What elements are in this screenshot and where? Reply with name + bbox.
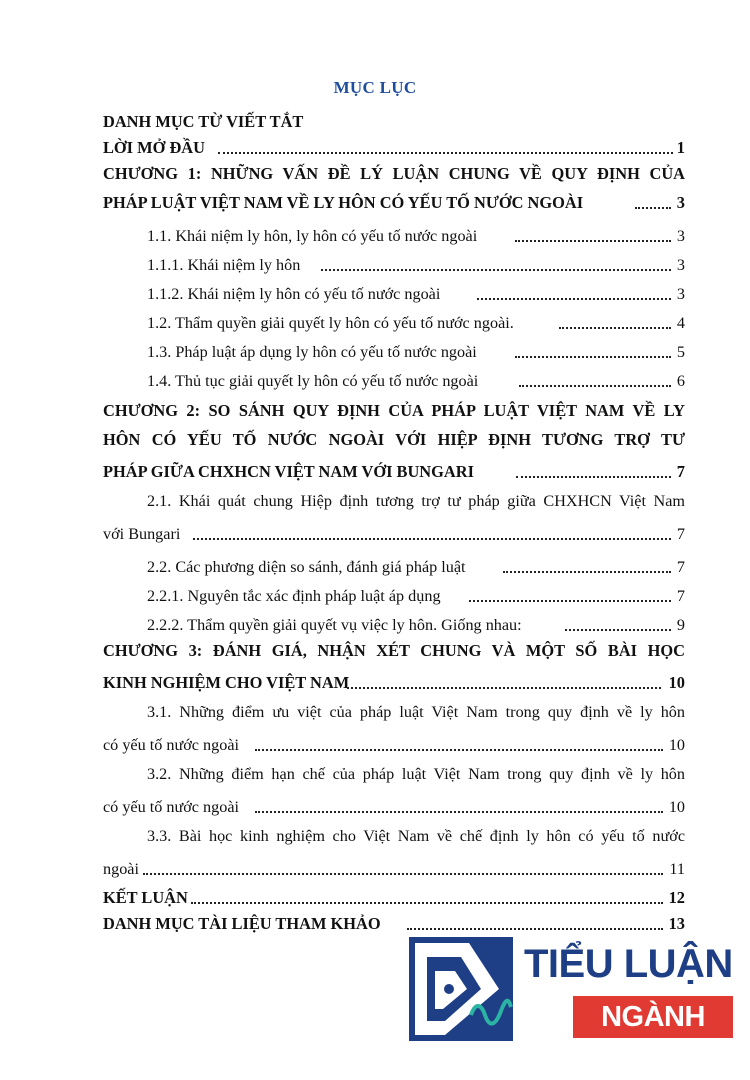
toc-entry-chapter-2[interactable]: PHÁP GIỮA CHXHCN VIỆT NAM VỚI BUNGARI 7 — [103, 462, 685, 481]
toc-entry-conclusion[interactable]: KẾT LUẬN 12 — [103, 888, 685, 907]
toc-entry-3-2[interactable]: có yếu tố nước ngoài 10 — [103, 798, 685, 816]
table-of-contents — [103, 109, 685, 937]
toc-entry-3-1[interactable]: có yếu tố nước ngoài 10 — [103, 736, 685, 754]
toc-entry-chapter-2-line-1[interactable]: CHƯƠNG 2: SO SÁNH QUY ĐỊNH CỦA PHÁP LUẬT VIỆT NAM VỀ LY — [103, 401, 685, 420]
toc-entry-chapter-2-line-2[interactable]: HÔN CÓ YẾU TỐ NƯỚC NGOÀI VỚI HIỆP ĐỊNH TƯƠNG TRỢ TƯ — [103, 430, 685, 449]
toc-entry-2-1[interactable]: với Bungari 7 — [103, 525, 685, 543]
toc-entry-1-2[interactable]: 1.2. Thẩm quyền giải quyết ly hôn có yếu tố nước ngoài. 4 — [147, 314, 685, 332]
toc-entry-2-2[interactable]: 2.2. Các phương diện so sánh, đánh giá pháp luật 7 — [147, 558, 685, 576]
toc-entry-2-1-line-1[interactable]: 2.1. Khái quát chung Hiệp định tương trợ tư pháp giữa CHXHCN Việt Nam — [147, 492, 685, 510]
toc-entry-2-2-1[interactable]: 2.2.1. Nguyên tắc xác định pháp luật áp dụng 7 — [147, 587, 685, 605]
toc-entry-chapter-3[interactable]: KINH NGHIỆM CHO VIỆT NAM 10 — [103, 673, 685, 692]
logo-bottom-text: NGÀNH LUẬT — [573, 996, 733, 1038]
toc-entry-abbreviations[interactable]: DANH MỤC TỪ VIẾT TẮT — [103, 112, 304, 131]
toc-entry-1-3[interactable]: 1.3. Pháp luật áp dụng ly hôn có yếu tố nước ngoài 5 — [147, 343, 685, 361]
toc-entry-3-3-line-1[interactable]: 3.3. Bài học kinh nghiệm cho Việt Nam về chế định ly hôn có yếu tố nước — [147, 827, 685, 845]
toc-entry-2-2-2[interactable]: 2.2.2. Thẩm quyền giải quyết vụ việc ly hôn. Giống nhau: 9 — [147, 616, 685, 634]
toc-entry-1-1[interactable]: 1.1. Khái niệm ly hôn, ly hôn có yếu tố nước ngoài 3 — [147, 227, 685, 245]
toc-entry-chapter-3-line-1[interactable]: CHƯƠNG 3: ĐÁNH GIÁ, NHẬN XÉT CHUNG VÀ MỘT SỐ BÀI HỌC — [103, 641, 685, 660]
brand-logo — [409, 937, 739, 1075]
toc-entry-1-1-2[interactable]: 1.1.2. Khái niệm ly hôn có yếu tố nước ngoài 3 — [147, 285, 685, 303]
toc-entry-chapter-1[interactable]: PHÁP LUẬT VIỆT NAM VỀ LY HÔN CÓ YẾU TỐ NƯỚC NGOÀI 3 — [103, 193, 685, 212]
toc-entry-1-1-1[interactable]: 1.1.1. Khái niệm ly hôn 3 — [147, 256, 685, 274]
toc-entry-1-4[interactable]: 1.4. Thủ tục giải quyết ly hôn có yếu tố nước ngoài 6 — [147, 372, 685, 390]
page-title: MỤC LỤC — [333, 78, 417, 97]
toc-entry-intro[interactable]: LỜI MỞ ĐẦU 1 — [103, 138, 685, 157]
toc-entry-3-3[interactable]: ngoài 11 — [103, 860, 685, 878]
toc-entry-3-1-line-1[interactable]: 3.1. Những điểm ưu việt của pháp luật Việt Nam trong quy định về ly hôn — [147, 703, 685, 721]
logo-top-text: TIỂU LUẬN — [524, 942, 733, 986]
toc-entry-3-2-line-1[interactable]: 3.2. Những điểm hạn chế của pháp luật Việt Nam trong quy định về ly hôn — [147, 765, 685, 783]
pen-nib-icon — [409, 937, 513, 1041]
toc-entry-references[interactable]: DANH MỤC TÀI LIỆU THAM KHẢO 13 — [103, 914, 685, 933]
toc-entry-chapter-1-line-1[interactable]: CHƯƠNG 1: NHỮNG VẤN ĐỀ LÝ LUẬN CHUNG VỀ QUY ĐỊNH CỦA — [103, 164, 685, 183]
